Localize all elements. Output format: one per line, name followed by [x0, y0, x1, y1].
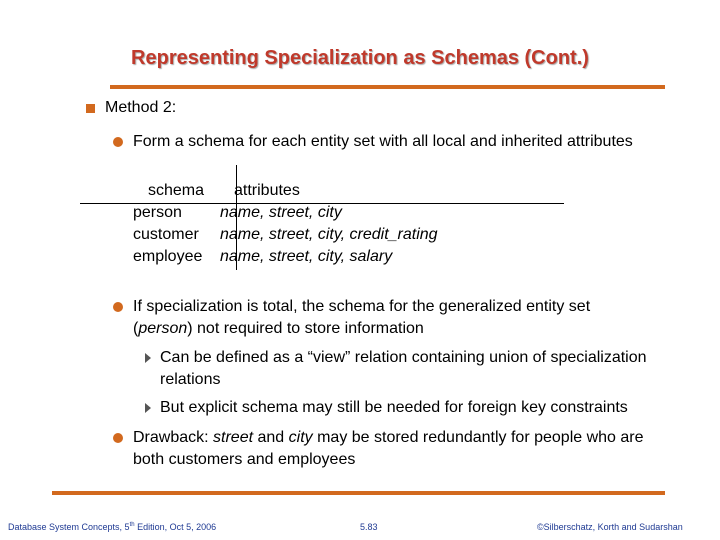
bullet-line: relations [160, 371, 221, 388]
header-attributes: attributes [234, 182, 300, 199]
entity-name-person: person [138, 320, 188, 337]
header-schema: schema [148, 182, 205, 199]
footer-rule [52, 491, 665, 495]
bullet-drawback [133, 427, 644, 471]
footer-page-number: 5.83 [360, 522, 378, 532]
method-heading: Method 2: [105, 99, 177, 116]
schema-name: customer [133, 226, 199, 243]
square-bullet-icon [86, 104, 95, 113]
arrow-bullet-icon [145, 353, 151, 363]
title-underline [110, 85, 665, 89]
bullet-line: Drawback: street and city may be stored redundantly for people who are [133, 429, 644, 446]
schema-table [133, 180, 438, 268]
bullet-total-specialization [133, 296, 590, 340]
slide-title: Representing Specialization as Schemas (Cont.) [131, 47, 589, 69]
sub-bullet-explicit-schema: But explicit schema may still be needed for foreign key constraints [160, 399, 628, 416]
table-row [133, 224, 438, 246]
table-row [133, 202, 438, 224]
schema-attributes: name, street, city [220, 204, 342, 221]
round-bullet-icon [113, 137, 123, 147]
bullet-line: If specialization is total, the schema for the generalized entity set [133, 298, 591, 315]
footer-copyright: ©Silberschatz, Korth and Sudarshan [537, 522, 683, 532]
sub-bullet-view [160, 347, 647, 391]
bullet-line: (person) not required to store information [133, 320, 424, 337]
table-row [133, 246, 438, 268]
bullet-line: Can be defined as a “view” relation containing union of specialization [160, 349, 647, 366]
arrow-bullet-icon [145, 403, 151, 413]
footer-book-title: Database System Concepts, 5th Edition, Oct 5, 2006 [8, 522, 217, 532]
round-bullet-icon [113, 302, 123, 312]
table-header-row [133, 180, 438, 202]
bullet-form-schema: Form a schema for each entity set with all local and inherited attributes [133, 133, 633, 150]
bullet-line: both customers and employees [133, 451, 356, 468]
schema-name: person [133, 204, 182, 221]
round-bullet-icon [113, 433, 123, 443]
schema-name: employee [133, 248, 203, 265]
schema-attributes: name, street, city, salary [220, 248, 393, 265]
schema-attributes: name, street, city, credit_rating [220, 226, 438, 243]
